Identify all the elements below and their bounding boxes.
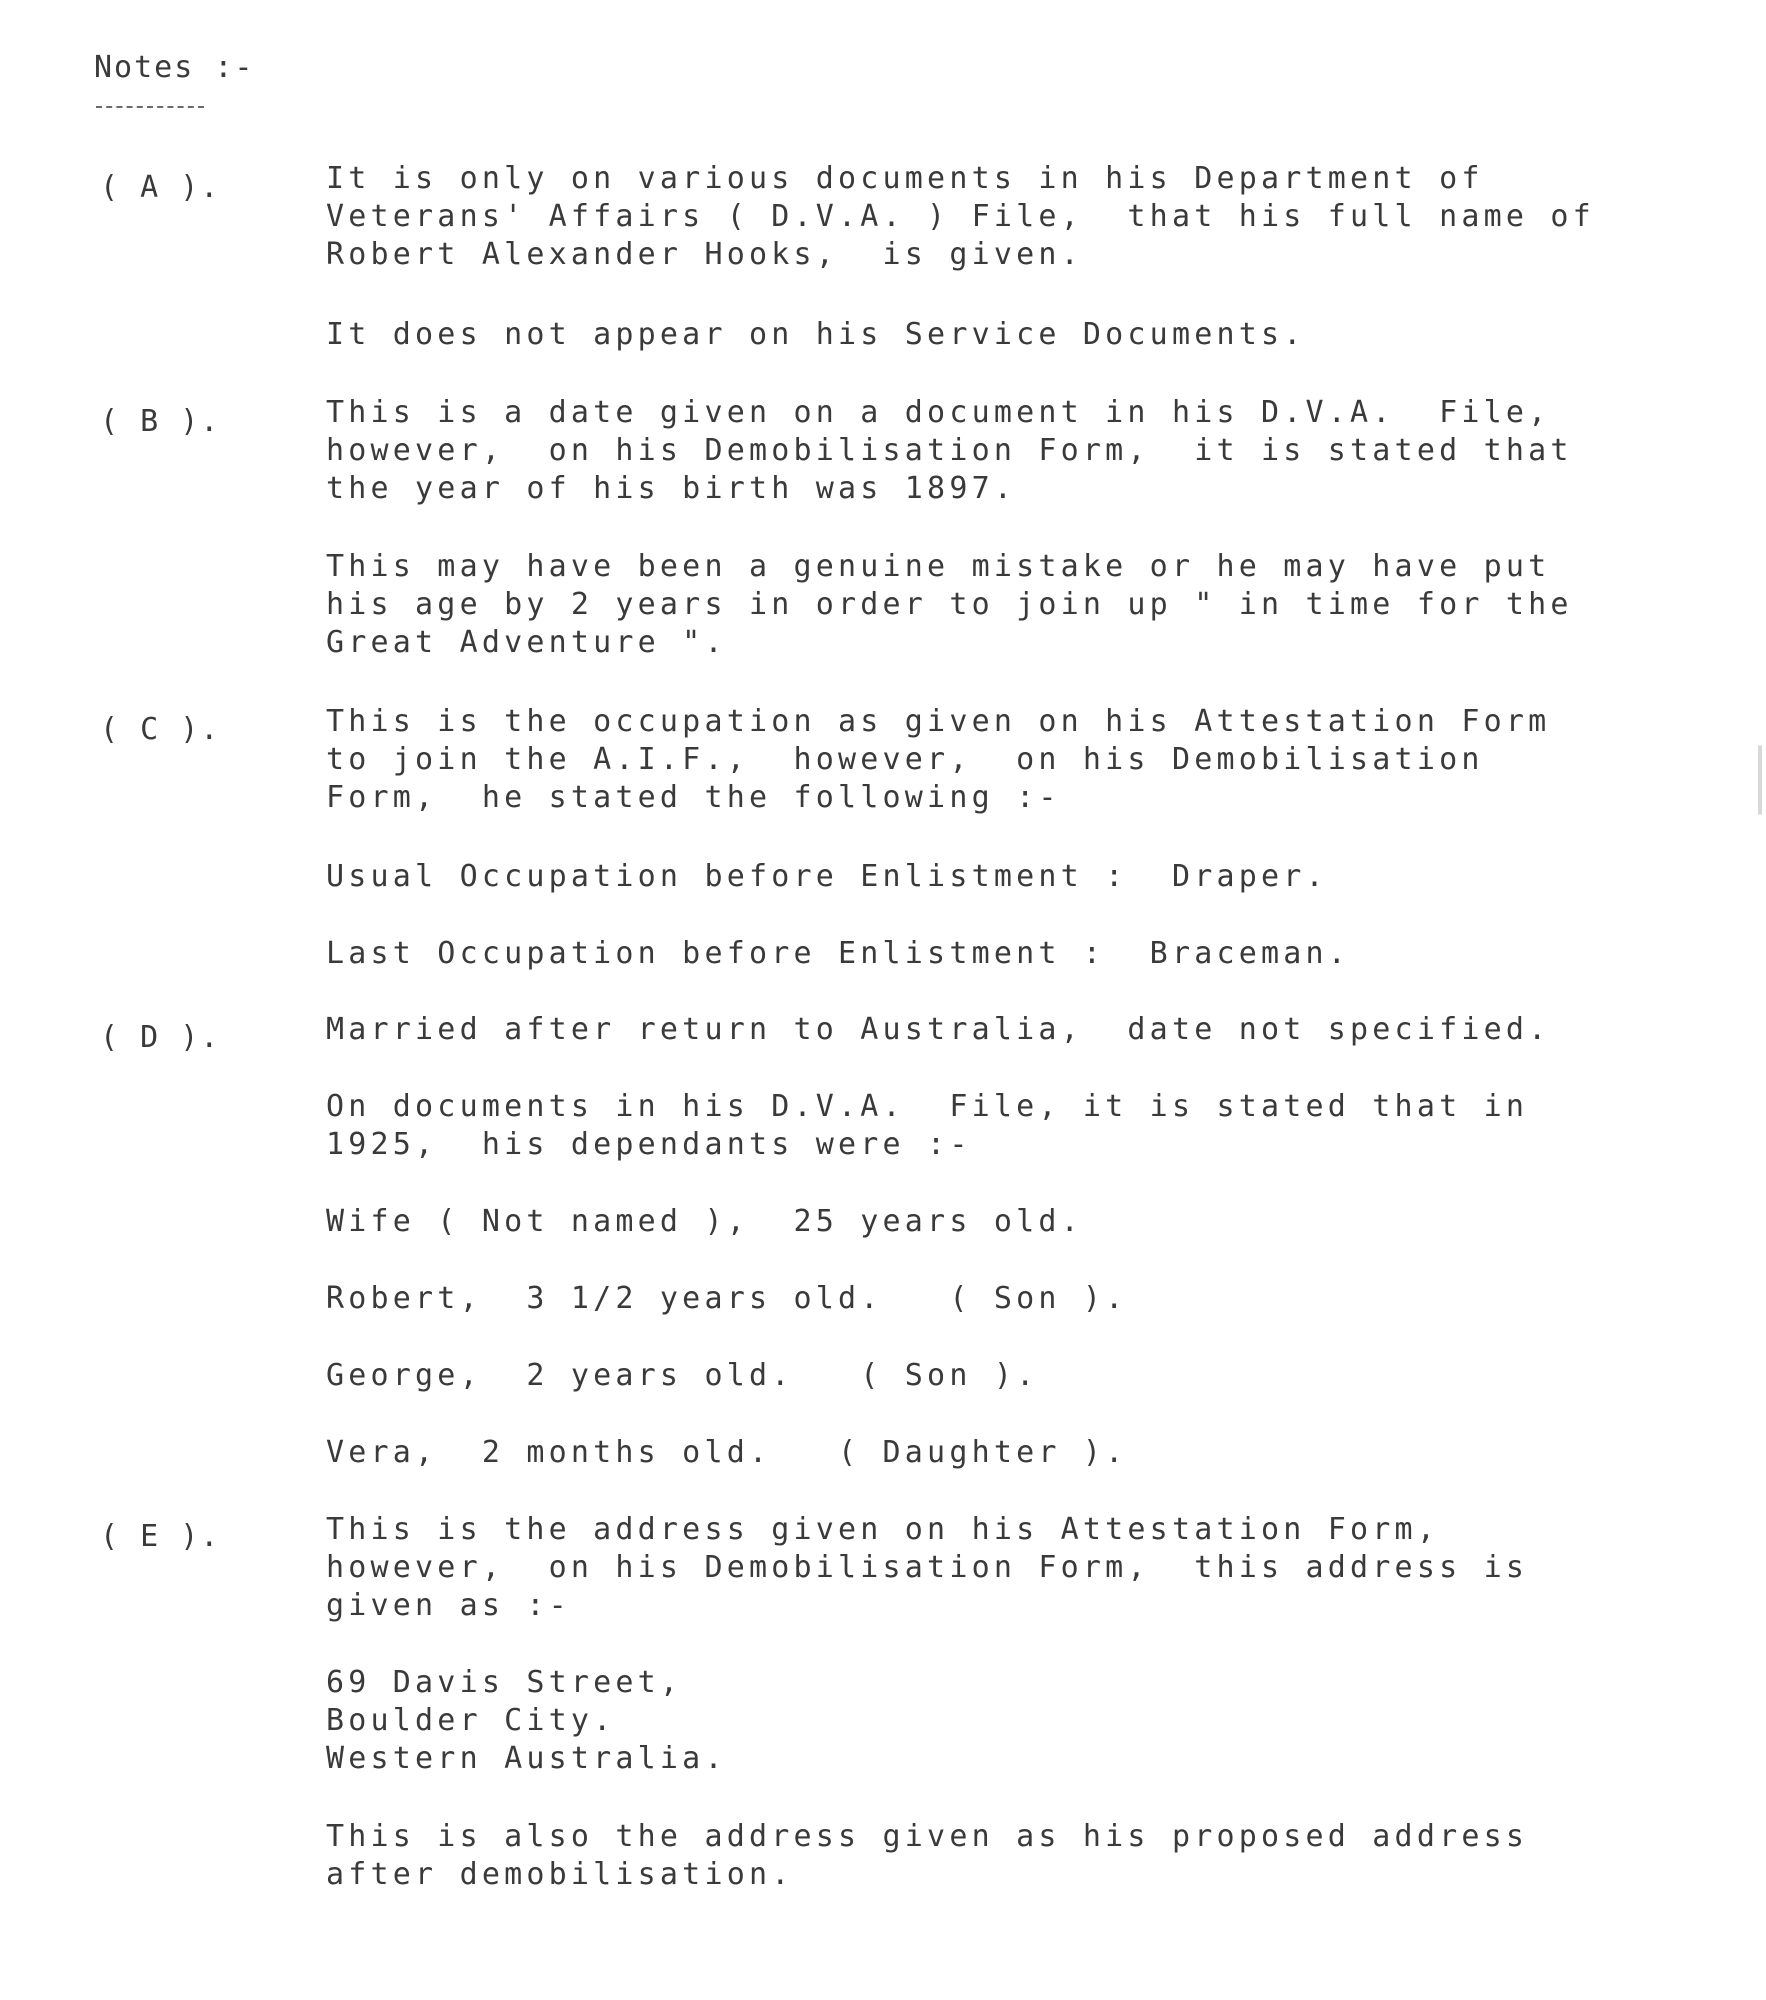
text-line: This is the address given on his Attestation Form, xyxy=(326,1512,1440,1547)
scan-edge-mark xyxy=(1758,745,1762,815)
note-d-paragraph-5 xyxy=(326,1357,1038,1395)
text-line: given as :- xyxy=(326,1588,571,1623)
notes-heading: Notes :- xyxy=(94,50,255,85)
note-a-paragraph-2 xyxy=(326,316,1306,354)
note-e-paragraph-1 xyxy=(326,1511,1528,1625)
text-line: This is also the address given as his proposed address xyxy=(326,1819,1529,1854)
text-line: It is only on various documents in his Department of xyxy=(326,161,1484,196)
text-line: after demobilisation. xyxy=(326,1857,794,1892)
text-line: George, 2 years old. ( Son ). xyxy=(326,1358,1039,1393)
note-label-e: ( E ). xyxy=(100,1519,221,1554)
text-line: This is the occupation as given on his Attestation Form xyxy=(326,704,1551,739)
note-d-paragraph-1 xyxy=(326,1011,1550,1049)
text-line: Robert, 3 1/2 years old. ( Son ). xyxy=(326,1281,1128,1316)
text-line: Last Occupation before Enlistment : Braceman. xyxy=(326,936,1351,971)
text-line: Married after return to Australia, date not specified. xyxy=(326,1012,1551,1047)
note-e-paragraph-2 xyxy=(326,1664,727,1778)
text-line: Form, he stated the following :- xyxy=(326,780,1061,815)
note-d-paragraph-3 xyxy=(326,1203,1083,1241)
note-c-paragraph-2 xyxy=(326,858,1328,896)
note-a-paragraph-1 xyxy=(326,160,1595,274)
note-label-a: ( A ). xyxy=(100,170,221,205)
text-line: 1925, his dependants were :- xyxy=(326,1127,972,1162)
note-c-paragraph-3 xyxy=(326,935,1350,973)
heading-underline xyxy=(96,106,204,108)
text-line: his age by 2 years in order to join up " in time for the xyxy=(326,587,1573,622)
text-line: This is a date given on a document in his D.V.A. File, xyxy=(326,395,1551,430)
note-d-paragraph-4 xyxy=(326,1280,1127,1318)
note-d-paragraph-6 xyxy=(326,1434,1127,1472)
text-line: On documents in his D.V.A. File, it is stated that in xyxy=(326,1089,1529,1124)
text-line: however, on his Demobilisation Form, this address is xyxy=(326,1550,1529,1585)
text-line: Boulder City. xyxy=(326,1703,616,1738)
note-b-paragraph-1 xyxy=(326,394,1573,508)
text-line: however, on his Demobilisation Form, it is stated that xyxy=(326,433,1573,468)
text-line: the year of his birth was 1897. xyxy=(326,471,1017,506)
text-line: This may have been a genuine mistake or he may have put xyxy=(326,549,1551,584)
text-line: Usual Occupation before Enlistment : Draper. xyxy=(326,859,1328,894)
note-label-b: ( B ). xyxy=(100,404,221,439)
text-line: 69 Davis Street, xyxy=(326,1665,683,1700)
note-b-paragraph-2 xyxy=(326,548,1573,662)
text-line: Western Australia. xyxy=(326,1741,727,1776)
note-label-d: ( D ). xyxy=(100,1020,221,1055)
text-line: Vera, 2 months old. ( Daughter ). xyxy=(326,1435,1128,1470)
note-d-paragraph-2 xyxy=(326,1088,1528,1164)
text-line: to join the A.I.F., however, on his Demobilisation xyxy=(326,742,1484,777)
text-line: It does not appear on his Service Documents. xyxy=(326,317,1306,352)
text-line: Robert Alexander Hooks, is given. xyxy=(326,237,1083,272)
note-e-paragraph-3 xyxy=(326,1818,1528,1894)
note-label-c: ( C ). xyxy=(100,712,221,747)
text-line: Veterans' Affairs ( D.V.A. ) File, that his full name of xyxy=(326,199,1595,234)
text-line: Wife ( Not named ), 25 years old. xyxy=(326,1204,1083,1239)
text-line: Great Adventure ". xyxy=(326,625,727,660)
note-c-paragraph-1 xyxy=(326,703,1550,817)
